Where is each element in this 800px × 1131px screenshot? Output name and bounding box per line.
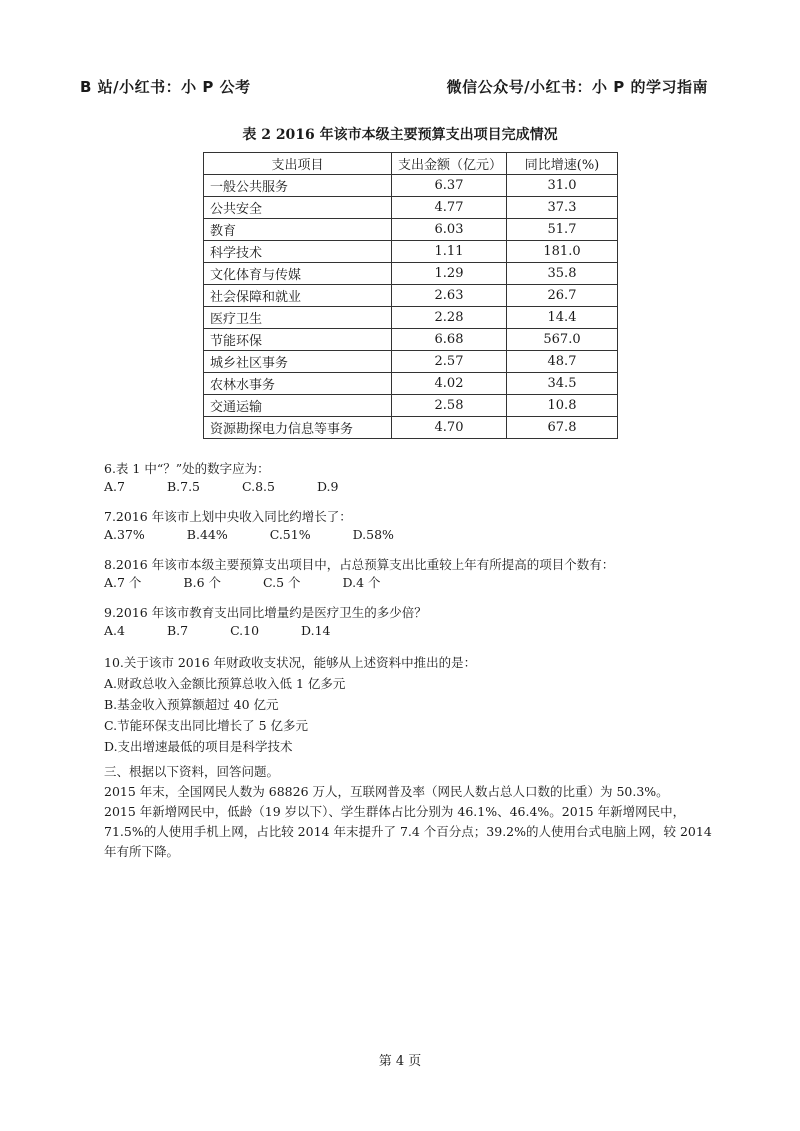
item-cell: 科学技术 (204, 241, 392, 263)
option-d: D.9 (316, 479, 339, 494)
growth-cell: 37.3 (507, 197, 618, 219)
column-header: 支出项目 (204, 153, 392, 175)
option-b: B.基金收入预算额超过 40 亿元 (104, 697, 279, 712)
amount-cell: 4.70 (392, 417, 507, 439)
option-a: A.4 (104, 623, 125, 638)
item-cell: 文化体育与传媒 (204, 263, 392, 285)
question-options (104, 574, 724, 592)
amount-cell: 2.58 (392, 395, 507, 417)
amount-cell: 2.28 (392, 307, 507, 329)
growth-cell: 31.0 (507, 175, 618, 197)
section-three (104, 762, 724, 862)
table-row (204, 285, 618, 307)
page-number: 第 4 页 (378, 1054, 422, 1069)
option-c: C.8.5 (241, 479, 275, 494)
option-d: D.14 (301, 623, 331, 638)
table-row (204, 175, 618, 197)
question-text: 8.2016 年该市本级主要预算支出项目中，占总预算支出比重较上年有所提高的项目个数有： (104, 557, 615, 572)
amount-cell: 1.11 (392, 241, 507, 263)
growth-cell: 567.0 (507, 329, 618, 351)
question-text: 7.2016 年该市上划中央收入同比约增长了： (104, 509, 352, 524)
question-10 (104, 652, 724, 757)
table-row (204, 395, 618, 417)
table-row (204, 417, 618, 439)
question-8 (104, 556, 724, 592)
table-row (204, 197, 618, 219)
item-cell: 城乡社区事务 (204, 351, 392, 373)
growth-cell: 35.8 (507, 263, 618, 285)
item-cell: 教育 (204, 219, 392, 241)
question-text: 10.关于该市 2016 年财政收支状况，能够从上述资料中推出的是： (104, 655, 477, 670)
table-row (204, 307, 618, 329)
item-cell: 社会保障和就业 (204, 285, 392, 307)
column-header: 支出金额（亿元） (392, 153, 507, 175)
header-left: B 站/小红书：小 P 公考 (80, 78, 251, 96)
item-cell: 农林水事务 (204, 373, 392, 395)
amount-cell: 4.77 (392, 197, 507, 219)
amount-cell: 2.63 (392, 285, 507, 307)
option-d: D.58% (352, 527, 394, 542)
option-b: B.7.5 (166, 479, 200, 494)
option-a: A.7 (104, 479, 125, 494)
header-right: 微信公众号/小红书：小 P 的学习指南 (446, 78, 708, 96)
item-cell: 资源勘探电力信息等事务 (204, 417, 392, 439)
growth-cell: 67.8 (507, 417, 618, 439)
section-paragraph-2: 2015 年新增网民中，低龄（19 岁以下）、学生群体占比分别为 46.1%、46.4%。2015 年新增网民中，71.5%的人使用手机上网，占比较 2014 年末提升了 7.4 个百分点；39.2%的人使用台式电脑上网，较 2014 年有所下降。 (104, 804, 712, 859)
amount-cell: 6.37 (392, 175, 507, 197)
amount-cell: 4.02 (392, 373, 507, 395)
table-row (204, 329, 618, 351)
option-b: B.44% (186, 527, 228, 542)
option-d: D.4 个 (342, 575, 381, 590)
expenditure-table (203, 152, 618, 439)
table-header-row (204, 153, 618, 175)
growth-cell: 51.7 (507, 219, 618, 241)
question-text: 9.2016 年该市教育支出同比增量约是医疗卫生的多少倍？ (104, 605, 427, 620)
question-6 (104, 460, 724, 496)
item-cell: 交通运输 (204, 395, 392, 417)
item-cell: 公共安全 (204, 197, 392, 219)
option-c: C.10 (230, 623, 260, 638)
growth-cell: 14.4 (507, 307, 618, 329)
item-cell: 一般公共服务 (204, 175, 392, 197)
amount-cell: 1.29 (392, 263, 507, 285)
option-b: B.6 个 (183, 575, 222, 590)
table-row (204, 351, 618, 373)
option-b: B.7 (166, 623, 189, 638)
growth-cell: 26.7 (507, 285, 618, 307)
growth-cell: 48.7 (507, 351, 618, 373)
option-a: A.7 个 (104, 575, 142, 590)
column-header: 同比增速(%) (507, 153, 618, 175)
option-a: A.37% (104, 527, 145, 542)
table-row (204, 241, 618, 263)
option-c: C.5 个 (263, 575, 301, 590)
item-cell: 节能环保 (204, 329, 392, 351)
option-d: D.支出增速最低的项目是科学技术 (104, 739, 293, 754)
table-row (204, 219, 618, 241)
amount-cell: 2.57 (392, 351, 507, 373)
section-paragraph-1: 2015 年末，全国网民人数为 68826 万人，互联网普及率（网民人数占总人口数的比重）为 50.3%。 (104, 784, 669, 799)
table-title: 表 2 2016 年该市本级主要预算支出项目完成情况 (242, 127, 558, 143)
option-c: C.节能环保支出同比增长了 5 亿多元 (104, 718, 308, 733)
option-a: A.财政总收入金额比预算总收入低 1 亿多元 (104, 676, 346, 691)
questions-block (104, 460, 724, 769)
option-c: C.51% (269, 527, 311, 542)
table-row (204, 373, 618, 395)
table-row (204, 263, 618, 285)
growth-cell: 34.5 (507, 373, 618, 395)
question-9 (104, 604, 724, 640)
growth-cell: 10.8 (507, 395, 618, 417)
amount-cell: 6.68 (392, 329, 507, 351)
question-options (104, 526, 724, 544)
question-options (104, 622, 724, 640)
question-7 (104, 508, 724, 544)
question-text: 6.表 1 中“？”处的数字应为： (104, 461, 270, 476)
section-heading: 三、根据以下资料，回答问题。 (104, 764, 280, 779)
growth-cell: 181.0 (507, 241, 618, 263)
amount-cell: 6.03 (392, 219, 507, 241)
question-options (104, 478, 724, 496)
item-cell: 医疗卫生 (204, 307, 392, 329)
